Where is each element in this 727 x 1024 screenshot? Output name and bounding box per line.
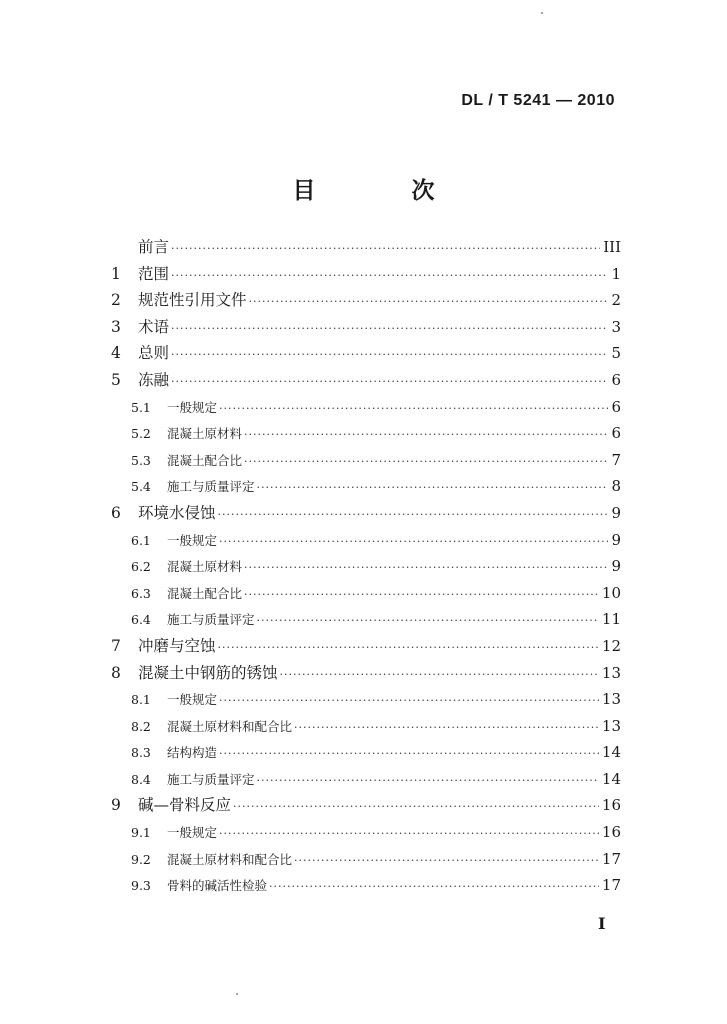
toc-dot-leader bbox=[219, 529, 608, 554]
toc-entry-number: 9 bbox=[111, 796, 121, 815]
toc-dot-leader bbox=[269, 874, 599, 899]
toc-dot-leader bbox=[244, 449, 608, 474]
toc-dot-leader bbox=[244, 582, 599, 607]
toc-entry-page: 17 bbox=[601, 876, 621, 895]
toc-entry-number: 6 bbox=[111, 503, 121, 522]
toc-entry bbox=[111, 846, 621, 873]
toc-entry bbox=[111, 713, 621, 740]
toc-entry-number: 7 bbox=[111, 636, 121, 655]
toc-entry-page: 11 bbox=[601, 610, 621, 629]
page-folio: I bbox=[598, 914, 606, 933]
toc-entry-page: 17 bbox=[601, 849, 621, 868]
toc-dot-leader bbox=[219, 396, 608, 421]
toc-entry-title: 一般规定 bbox=[167, 532, 218, 548]
toc-entry-page: 13 bbox=[601, 690, 621, 709]
toc-entry-page: 12 bbox=[601, 636, 621, 655]
toc-entry bbox=[111, 473, 621, 500]
toc-entry-page: 5 bbox=[611, 344, 621, 363]
toc-dot-leader bbox=[219, 821, 599, 846]
toc-entry-page: 16 bbox=[601, 823, 621, 842]
toc-entry-number: 5.1 bbox=[131, 399, 151, 415]
page-title: 目 次 bbox=[292, 177, 479, 204]
toc-entry-number: 1 bbox=[111, 264, 121, 283]
toc-entry bbox=[111, 420, 621, 447]
toc-dot-leader bbox=[171, 342, 608, 367]
toc-entry-title: 一般规定 bbox=[167, 399, 218, 415]
toc-entry bbox=[111, 340, 621, 367]
scan-speck bbox=[541, 12, 543, 14]
toc-entry-title: 施工与质量评定 bbox=[167, 612, 255, 628]
toc-entry-title: 混凝土原材料和配合比 bbox=[167, 718, 293, 734]
toc-entry-title: 混凝土配合比 bbox=[167, 585, 243, 601]
table-of-contents bbox=[111, 234, 621, 899]
toc-entry-number: 6.2 bbox=[131, 559, 151, 575]
toc-entry-number: 6.3 bbox=[131, 585, 151, 601]
toc-entry bbox=[111, 580, 621, 607]
toc-entry-page: 9 bbox=[611, 557, 621, 576]
toc-entry bbox=[111, 792, 621, 819]
toc-entry-number: 5.2 bbox=[131, 426, 151, 442]
toc-entry-number: 8.4 bbox=[131, 771, 151, 787]
toc-entry-title: 范围 bbox=[138, 264, 170, 283]
toc-entry bbox=[111, 287, 621, 314]
toc-entry-page: 9 bbox=[611, 530, 621, 549]
toc-entry-page: 3 bbox=[611, 317, 621, 336]
toc-entry-page: 14 bbox=[601, 769, 621, 788]
toc-entry bbox=[111, 447, 621, 474]
toc-entry-title: 混凝土原材料 bbox=[167, 559, 243, 575]
toc-entry bbox=[111, 553, 621, 580]
toc-entry-page: 16 bbox=[601, 796, 621, 815]
standard-code: DL / T 5241 — 2010 bbox=[461, 92, 615, 109]
toc-entry-number: 3 bbox=[111, 317, 121, 336]
toc-entry bbox=[111, 686, 621, 713]
toc-entry-page: 9 bbox=[611, 503, 621, 522]
toc-entry bbox=[111, 633, 621, 660]
toc-entry bbox=[111, 261, 621, 288]
toc-entry-page: III bbox=[603, 238, 621, 256]
toc-entry-title: 冲磨与空蚀 bbox=[138, 636, 216, 655]
toc-entry bbox=[111, 394, 621, 421]
toc-entry-title: 总则 bbox=[138, 344, 170, 363]
toc-entry-page: 1 bbox=[611, 264, 621, 283]
toc-entry-number: 8.1 bbox=[131, 692, 151, 708]
toc-entry-number: 9.3 bbox=[131, 878, 151, 894]
toc-entry-number: 8.2 bbox=[131, 718, 151, 734]
toc-entry-page: 14 bbox=[601, 743, 621, 762]
toc-entry-page: 13 bbox=[601, 663, 621, 682]
toc-entry-page: 8 bbox=[611, 477, 621, 496]
toc-entry-number: 9.1 bbox=[131, 825, 151, 841]
toc-dot-leader bbox=[233, 794, 599, 819]
toc-entry-number: 5.4 bbox=[131, 479, 151, 495]
toc-entry-title: 一般规定 bbox=[167, 692, 218, 708]
toc-entry bbox=[111, 500, 621, 527]
toc-entry-number: 4 bbox=[111, 344, 121, 363]
toc-entry bbox=[111, 367, 621, 394]
toc-entry-page: 7 bbox=[611, 450, 621, 469]
toc-entry-page: 13 bbox=[601, 716, 621, 735]
toc-dot-leader bbox=[171, 316, 608, 341]
toc-entry-title: 一般规定 bbox=[167, 825, 218, 841]
toc-entry-number: 6.4 bbox=[131, 612, 151, 628]
toc-entry-number: 5.3 bbox=[131, 452, 151, 468]
toc-entry-number: 5 bbox=[111, 370, 121, 389]
toc-dot-leader bbox=[257, 768, 599, 793]
toc-entry-title: 前言 bbox=[138, 238, 170, 256]
toc-entry-title: 混凝土原材料和配合比 bbox=[167, 851, 293, 867]
toc-dot-leader bbox=[218, 635, 599, 660]
toc-entry-title: 环境水侵蚀 bbox=[138, 503, 216, 522]
toc-entry-title: 混凝土中钢筋的锈蚀 bbox=[138, 663, 278, 682]
toc-entry-page: 2 bbox=[611, 291, 621, 310]
toc-entry bbox=[111, 739, 621, 766]
toc-entry-page: 10 bbox=[601, 583, 621, 602]
toc-entry-title: 混凝土配合比 bbox=[167, 452, 243, 468]
toc-entry bbox=[111, 660, 621, 687]
toc-entry-title: 碱—骨料反应 bbox=[138, 796, 232, 815]
toc-entry bbox=[111, 606, 621, 633]
toc-entry-number: 8.3 bbox=[131, 745, 151, 761]
toc-entry bbox=[111, 314, 621, 341]
toc-entry-title: 施工与质量评定 bbox=[167, 479, 255, 495]
toc-entry-title: 骨料的碱活性检验 bbox=[167, 878, 268, 894]
toc-entry-number: 9.2 bbox=[131, 851, 151, 867]
toc-entry bbox=[111, 766, 621, 793]
toc-dot-leader bbox=[171, 369, 608, 394]
toc-entry-title: 结构构造 bbox=[167, 745, 218, 761]
toc-dot-leader bbox=[257, 475, 609, 500]
toc-entry bbox=[111, 234, 621, 261]
toc-dot-leader bbox=[294, 715, 599, 740]
toc-entry-page: 6 bbox=[611, 424, 621, 443]
toc-dot-leader bbox=[244, 555, 608, 580]
toc-entry-title: 术语 bbox=[138, 317, 170, 336]
toc-dot-leader bbox=[219, 688, 599, 713]
toc-entry-page: 6 bbox=[611, 397, 621, 416]
toc-dot-leader bbox=[257, 608, 599, 633]
toc-dot-leader bbox=[171, 236, 600, 261]
toc-entry-title: 混凝土原材料 bbox=[167, 426, 243, 442]
toc-dot-leader bbox=[218, 502, 609, 527]
toc-entry bbox=[111, 819, 621, 846]
toc-entry-title: 施工与质量评定 bbox=[167, 771, 255, 787]
toc-entry bbox=[111, 872, 621, 899]
toc-entry-title: 规范性引用文件 bbox=[138, 291, 247, 310]
toc-dot-leader bbox=[219, 741, 599, 766]
scan-speck bbox=[236, 993, 238, 995]
toc-entry-page: 6 bbox=[611, 370, 621, 389]
toc-entry-title: 冻融 bbox=[138, 370, 170, 389]
toc-entry-number: 8 bbox=[111, 663, 121, 682]
toc-dot-leader bbox=[171, 263, 608, 288]
toc-entry-number: 6.1 bbox=[131, 532, 151, 548]
toc-entry bbox=[111, 527, 621, 554]
toc-dot-leader bbox=[244, 422, 608, 447]
toc-dot-leader bbox=[280, 662, 599, 687]
toc-dot-leader bbox=[294, 848, 599, 873]
toc-dot-leader bbox=[249, 289, 609, 314]
toc-entry-number: 2 bbox=[111, 291, 121, 310]
